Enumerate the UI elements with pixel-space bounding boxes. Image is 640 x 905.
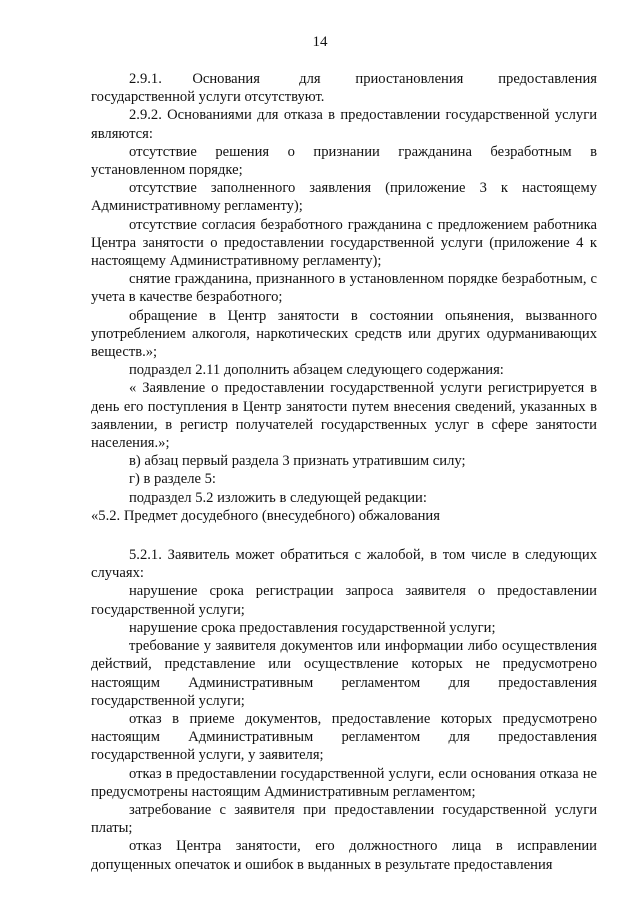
paragraph-2-11-amendment: подраздел 2.11 дополнить абзацем следующего содержания: [129,362,504,379]
paragraph-refusal-service: отказ в предоставлении государственной услуги, если основания отказа не предусмотрены настоящим Административным регламентом; [91,765,597,800]
paragraph-violation-term: нарушение срока предоставления государственной услуги; [129,619,496,636]
page-number: 14 [312,34,328,50]
paragraph-no-consent: отсутствие согласия безработного гражданина с предложением работника Центра занятости о предоставлении государственной услуги (приложение 4 к настоящему Административному регламенту); [91,216,597,270]
paragraph-no-decision: отсутствие решения о признании гражданина безработным в установленном порядке; [91,143,597,179]
paragraph-requirement-docs: требование у заявителя документов или информации либо осуществления действий, представление или осуществление которых не предусмотрено настоящим Административным регламентом для предоставления государственной услуги; [91,638,597,709]
paragraph-no-application: отсутствие заполненного заявления (приложение 3 к настоящему Административному регламенту); [91,180,597,215]
document-body [91,70,597,874]
paragraph-refusal-docs: отказ в приеме документов, предоставление которых предусмотрено настоящим Административным регламентом для предоставления государственной услуги, у заявителя; [91,710,597,764]
spacer [91,525,597,546]
paragraph-section-5: г) в разделе 5: [129,471,216,488]
paragraph-fee: затребование с заявителя при предоставлении государственной услуги платы; [91,801,597,837]
paragraph-refusal-corrections: отказ Центра занятости, его должностного лица в исправлении допущенных опечаток и ошибок в выданных в результате предоставления [91,838,597,873]
paragraph-2-9-2: 2.9.2. Основаниями для отказа в предоставлении государственной услуги являются: [91,107,597,142]
section-5-2-title: «5.2. Предмет досудебного (внесудебного) обжалования [91,507,440,524]
paragraph-2-9-1: 2.9.1. Основания для приостановления предоставления государственной услуги отсутствуют. [91,71,597,106]
paragraph-5-2-1: 5.2.1. Заявитель может обратиться с жалобой, в том числе в следующих случаях: [91,547,597,582]
paragraph-deregistration: снятие гражданина, признанного в установленном порядке безработным, с учета в качестве безработного; [91,271,597,306]
paragraph-registration: « Заявление о предоставлении государственной услуги регистрируется в день его поступления в Центр занятости путем внесения сведений, указанных в заявлении, в регистр получателей государственных услуг в сфере занятости населения.»; [91,380,597,452]
paragraph-5-2-amendment: подраздел 5.2 изложить в следующей редакции: [129,489,427,506]
paragraph-section-3: в) абзац первый раздела 3 признать утратившим силу; [129,453,466,470]
paragraph-intoxication: обращение в Центр занятости в состоянии опьянения, вызванного употреблением алкоголя, наркотических средств или других одурманивающих веществ.»; [91,307,597,361]
paragraph-violation-registration: нарушение срока регистрации запроса заявителя о предоставлении государственной услуги; [91,583,597,618]
